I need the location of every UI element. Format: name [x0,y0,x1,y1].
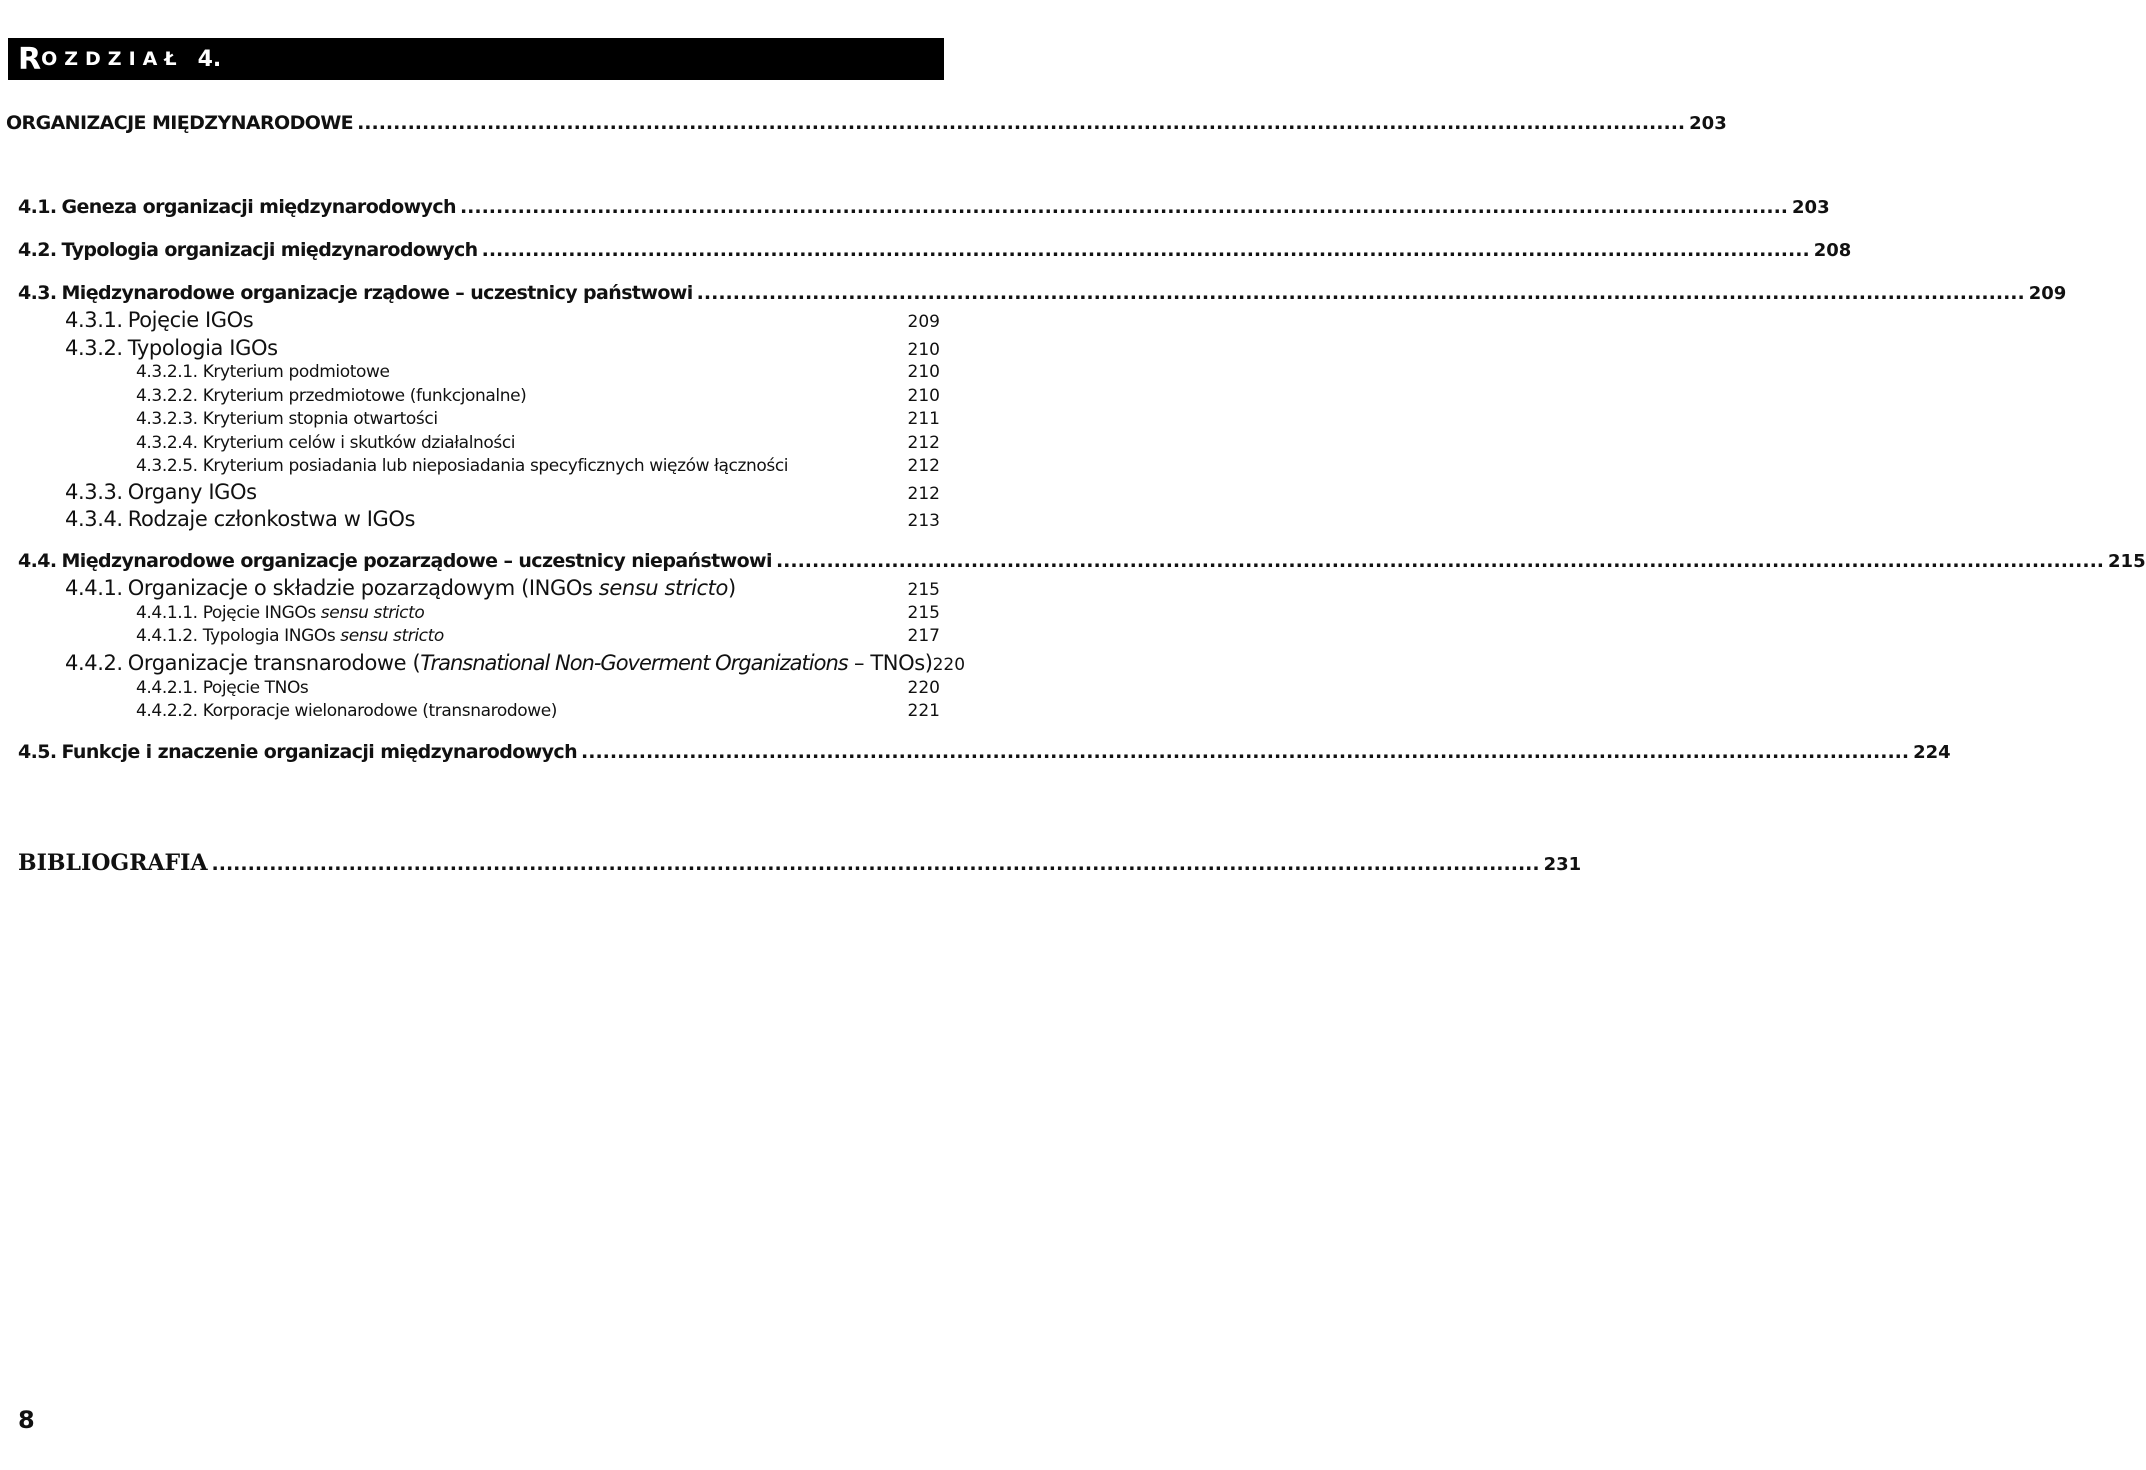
toc-entry-text-italic: sensu stricto [320,603,425,623]
toc-page-number: 210 [907,362,940,382]
toc-entry-text: Kryterium celów i skutków działalności [202,433,516,453]
toc-entry-number: 4.4.1. [65,576,123,600]
toc-entry-text: Geneza organizacji międzynarodowych [61,196,456,218]
toc-entry-text: Pojęcie INGOs [202,603,321,623]
chapter-header [8,38,944,80]
toc-page-number: 210 [907,340,940,360]
toc-entry-text: Kryterium przedmiotowe (funkcjonalne) [202,386,527,406]
toc-leader: ........................................................................................................................................................................................ [211,853,1540,875]
toc-entry-4-4-2-2 [136,701,940,721]
toc-entry-text: Pojęcie TNOs [202,678,309,698]
toc-page-number: 208 [1813,240,1852,261]
toc-page-number: 220 [932,655,966,675]
toc-entry-number: 4.4.2.2. [136,701,198,721]
page-number: 8 [18,1406,35,1434]
toc-entry-4-4-1-2 [136,626,940,646]
toc-page-number: 212 [907,456,940,476]
toc-entry-number: 4.5. [18,741,57,763]
toc-entry-4-1 [18,196,1830,218]
toc-entry-4-4-2-1 [136,678,940,698]
toc-leader: ........................................................................................................................................................................................ [357,112,1686,134]
toc-entry-text-end: ) [727,576,736,600]
toc-entry-text: Kryterium posiadania lub nieposiadania specyficznych więzów łączności [202,456,789,476]
toc-entry-4-3-2-3 [136,409,940,429]
toc-entry-number: 4.3.2.4. [136,433,198,453]
toc-page-number: 215 [2108,551,2146,572]
toc-entry-number: 4.3.2.1. [136,362,198,382]
toc-entry-text-italic: Transnational Non-Goverment Organizations [420,651,848,675]
toc-entry-4-3-3 [65,480,940,504]
toc-entry-text: Typologia IGOs [127,336,278,360]
chapter-word-initial: R [18,41,42,77]
toc-entry-text-end: – TNOs) [847,651,933,675]
toc-leader: ........................................................................................................................................................................................ [459,196,1789,218]
toc-entry-number: 4.3.1. [65,308,123,332]
toc-entry-number: 4.3. [18,282,57,304]
toc-page-number: 203 [1689,113,1727,134]
toc-entry-text: ORGANIZACJE MIĘDZYNARODOWE [6,112,354,134]
toc-entry-4-2 [18,239,1852,261]
toc-entry-number: 4.4. [18,550,57,572]
toc-entry-number: 4.4.2.1. [136,678,198,698]
toc-entry-text: BIBLIOGRAFIA [18,850,208,876]
toc-entry-text: Organizacje o składzie pozarządowym (INGOs [127,576,599,600]
toc-leader: ........................................................................................................................................................................................ [696,282,2025,304]
toc-page-number: 209 [907,312,940,332]
toc-entry-4-3 [18,282,2067,304]
toc-entry-number: 4.3.2.2. [136,386,198,406]
toc-leader: ........................................................................................................................................................................................ [481,239,1810,261]
toc-entry-text: Typologia INGOs [202,626,341,646]
toc-page-number: 213 [907,511,940,531]
toc-page-number: 212 [907,433,940,453]
toc-entry-text: Funkcje i znaczenie organizacji międzynarodowych [61,741,578,763]
toc-entry-4-3-2-2 [136,386,940,406]
chapter-word-rest: OZDZIAŁ [41,48,184,70]
toc-leader: ........................................................................................................................................................................................ [581,741,1910,763]
toc-page-number: 203 [1792,197,1830,218]
toc-chapter-title [6,112,1727,134]
toc-entry-4-3-1 [65,308,940,332]
toc-entry-text: Międzynarodowe organizacje rządowe – uczestnicy państwowi [61,282,693,304]
toc-entry-text: Kryterium stopnia otwartości [202,409,438,429]
toc-leader: ........................................................................................................................................................................................ [775,550,2105,572]
toc-page-number: 231 [1543,854,1582,875]
toc-entry-text: Pojęcie IGOs [127,308,254,332]
toc-entry-text: Organy IGOs [127,480,257,504]
toc-page-number: 221 [907,701,940,721]
toc-entry-4-3-2 [65,336,940,360]
toc-page-number: 211 [907,409,940,429]
toc-entry-text: Międzynarodowe organizacje pozarządowe – uczestnicy niepaństwowi [61,550,772,572]
chapter-number: 4. [197,46,222,72]
toc-page-number: 215 [907,603,940,623]
toc-entry-number: 4.4.2. [65,651,123,675]
toc-entry-text-italic: sensu stricto [340,626,444,646]
toc-page-number: 209 [2028,283,2067,304]
toc-entry-number: 4.3.2.3. [136,409,198,429]
toc-entry-text-italic: sensu stricto [598,576,728,600]
toc-entry-4-3-2-1 [136,362,940,382]
toc-entry-number: 4.3.2.5. [136,456,198,476]
toc-entry-4-3-4 [65,507,940,531]
toc-entry-4-4-1 [65,576,940,600]
toc-page-number: 210 [907,386,940,406]
toc-entry-number: 4.3.4. [65,507,123,531]
toc-entry-4-3-2-5 [136,456,940,476]
toc-entry-4-4-2 [65,651,966,675]
toc-entry-number: 4.3.2. [65,336,123,360]
toc-entry-number: 4.4.1.2. [136,626,198,646]
toc-entry-text: Korporacje wielonarodowe (transnarodowe) [202,701,558,721]
toc-entry-text: Kryterium podmiotowe [202,362,390,382]
toc-entry-4-5 [18,741,1951,763]
toc-page-number: 220 [907,678,940,698]
toc-entry-4-4 [18,550,2146,572]
toc-entry-4-4-1-1 [136,603,940,623]
toc-entry-number: 4.4.1.1. [136,603,198,623]
toc-entry-text: Organizacje transnarodowe ( [127,651,421,675]
toc-entry-number: 4.2. [18,239,57,261]
toc-page-number: 217 [907,626,940,646]
toc-page-number: 212 [907,484,940,504]
toc-entry-text: Rodzaje członkostwa w IGOs [127,507,416,531]
toc-page-number: 215 [907,580,940,600]
toc-entry-number: 4.1. [18,196,57,218]
toc-bibliography [18,850,1582,876]
toc-entry-4-3-2-4 [136,433,940,453]
toc-page-number: 224 [1913,742,1951,763]
toc-entry-text: Typologia organizacji międzynarodowych [61,239,478,261]
toc-entry-number: 4.3.3. [65,480,123,504]
